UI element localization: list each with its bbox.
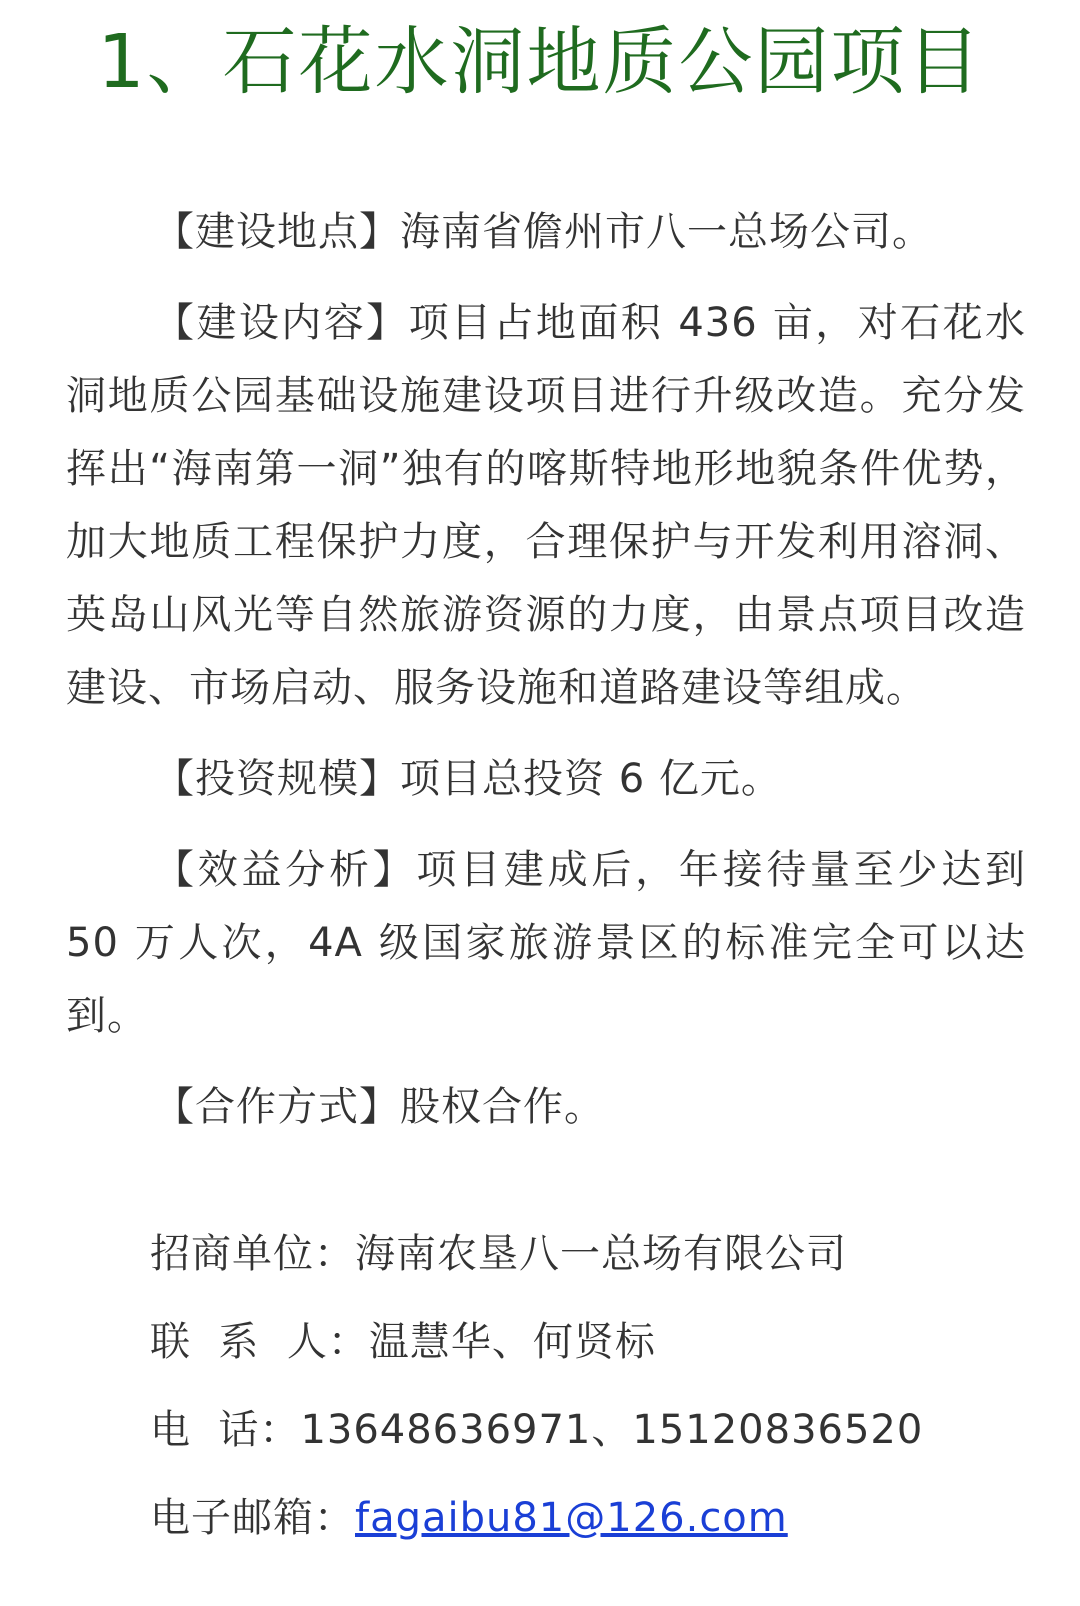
contact-unit-row (150, 1226, 847, 1282)
page-title: 1、石花水洞地质公园项目 (97, 19, 983, 105)
section-investment (66, 743, 1026, 816)
section-text: 股权合作。 (400, 1084, 605, 1130)
section-heading: 【建设内容】 (154, 300, 409, 346)
phone-label: 电 话： (150, 1407, 301, 1453)
contact-email-row (150, 1490, 788, 1546)
section-heading: 【建设地点】 (154, 209, 400, 255)
section-text: 项目建成后，年接待量至少达到 50 万人次，4A 级国家旅游景区的标准完全可以达到。 (66, 847, 1027, 1039)
contact-person-row (150, 1314, 656, 1370)
section-heading: 【合作方式】 (154, 1084, 400, 1130)
person-label: 联 系 人： (150, 1319, 369, 1365)
email-link[interactable]: fagaibu81@126.com (355, 1495, 788, 1541)
person-value: 温慧华、何贤标 (368, 1319, 656, 1365)
section-location (66, 196, 1026, 269)
unit-label: 招商单位： (150, 1231, 355, 1277)
project-body (66, 196, 1026, 1162)
section-content (66, 287, 1026, 725)
section-heading: 【投资规模】 (154, 756, 400, 802)
section-benefit (66, 834, 1026, 1053)
section-heading: 【效益分析】 (154, 847, 417, 893)
unit-value: 海南农垦八一总场有限公司 (355, 1231, 847, 1277)
contact-phone-row (150, 1402, 923, 1458)
section-text: 项目占地面积 436 亩，对石花水洞地质公园基础设施建设项目进行升级改造。充分发挥出“海南第一洞”独有的喀斯特地形地貌条件优势，加大地质工程保护力度，合理保护与开发利用溶洞、英岛山风光等自然旅游资源的力度，由景点项目改造建设、市场启动、服务设施和道路建设等组成。 (66, 300, 1027, 711)
section-text: 项目总投资 6 亿元。 (400, 756, 782, 802)
section-cooperation (66, 1071, 1026, 1144)
phone-value: 13648636971、15120836520 (300, 1407, 924, 1453)
section-text: 海南省儋州市八一总场公司。 (400, 209, 933, 255)
email-label: 电子邮箱： (150, 1495, 355, 1541)
